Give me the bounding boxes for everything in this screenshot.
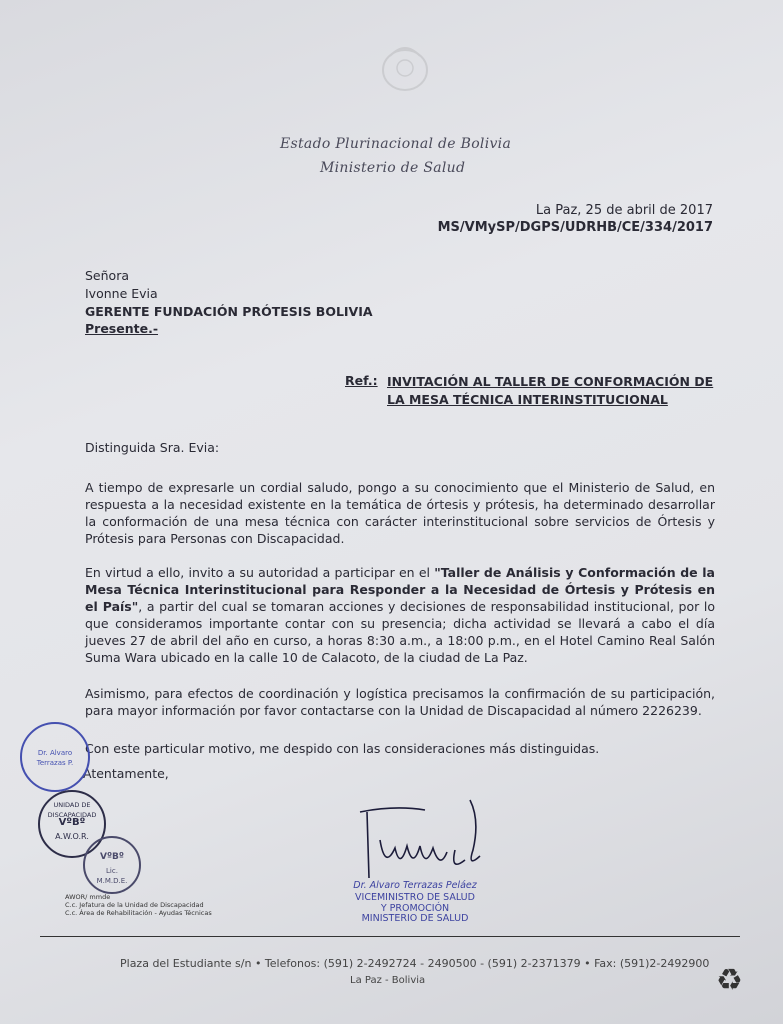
note-cc-2: C.c. Área de Rehabilitación - Ayudas Técnicas bbox=[65, 909, 212, 917]
workshop-title: "Taller de Análisis y Conformación de la Mesa Técnica Interinstitucional para Responder a la Necesidad de Órtesis y Prótesis en el País" bbox=[85, 565, 715, 614]
body-paragraph-3: Asimismo, para efectos de coordinación y logística precisamos la confirmación de su participación, para mayor información por favor contactarse con la Unidad de Discapacidad al número 2226239. bbox=[85, 686, 715, 718]
note-initials: AWOR/ mmde bbox=[65, 893, 111, 901]
reference-code: MS/VMySP/DGPS/UDRHB/CE/334/2017 bbox=[437, 220, 713, 235]
handwritten-signature bbox=[355, 790, 495, 880]
stamp-2-top-text: UNIDAD DE DISCAPACIDAD bbox=[47, 801, 97, 819]
recipient-position: GERENTE FUNDACIÓN PRÓTESIS BOLIVIA bbox=[85, 304, 373, 319]
signatory-name: Dr. Alvaro Terrazas Peláez bbox=[353, 880, 477, 891]
ref-subject: INVITACIÓN AL TALLER DE CONFORMACIÓN DE LA MESA TÉCNICA INTERINSTITUCIONAL bbox=[387, 374, 714, 407]
recipient-title: Señora bbox=[85, 268, 129, 283]
body-paragraph-1: A tiempo de expresarle un cordial saludo, pongo a su conocimiento que el Ministerio de Salud, en respuesta a la necesidad existente en la temática de órtesis y prótesis, ha determinado desarrollar la conformación de una mesa técnica con carácter interinstitucional sobre servicios de Órtesis y Prótesis para Personas con Discapacidad. bbox=[85, 480, 715, 546]
official-stamp-1 bbox=[20, 722, 90, 792]
recycle-icon: ♻ bbox=[716, 963, 743, 998]
paragraph-2-start: En virtud a ello, invito a su autoridad a participar en el bbox=[85, 565, 435, 580]
signatory-title-3: MINISTERIO DE SALUD bbox=[361, 913, 469, 924]
stamp-3-mid-text: VºBº bbox=[100, 852, 124, 862]
body-paragraph-4: Con este particular motivo, me despido con las consideraciones más distinguidas. bbox=[85, 741, 600, 756]
signatory-title-2: Y PROMOCIÓN bbox=[380, 903, 450, 914]
header-ministry-name: Ministerio de Salud bbox=[320, 160, 466, 176]
ref-label: Ref.: bbox=[345, 373, 378, 388]
recipient-presente: Presente.- bbox=[85, 321, 159, 336]
footer-address: Plaza del Estudiante s/n • Telefonos: (591) 2-2492724 - 2490500 - (591) 2-2371379 • Fax: (591)2-2492900 bbox=[120, 957, 710, 970]
stamp-3-bottom-text: Lic. M.M.D.E. bbox=[96, 867, 128, 885]
official-stamp-3 bbox=[83, 836, 141, 894]
stamp-1-text: Dr. Alvaro Terrazas P. bbox=[36, 749, 74, 767]
note-cc-1: C.c. Jefatura de la Unidad de Discapacidad bbox=[65, 901, 204, 909]
body-paragraph-2 bbox=[85, 564, 715, 666]
footer-divider bbox=[40, 936, 740, 937]
paragraph-2-end: , a partir del cual se tomaran acciones y decisiones de responsabilidad institucional, por lo que consideramos importante contar con su presencia; dicha actividad se llevará a cabo el día jueves 27 de abril del año en curso, a horas 8:30 a.m., a 18:00 p.m., en el Hotel Camino Real Salón Suma Wara ubicado en la calle 10 de Calacoto, de la ciudad de La Paz. bbox=[85, 599, 715, 665]
recipient-name: Ivonne Evia bbox=[85, 286, 158, 301]
coat-of-arms-emblem bbox=[370, 38, 440, 98]
letter-date: La Paz, 25 de abril de 2017 bbox=[535, 203, 713, 218]
footer-city: La Paz - Bolivia bbox=[350, 975, 426, 986]
header-state-name: Estado Plurinacional de Bolivia bbox=[280, 136, 512, 152]
salutation: Distinguida Sra. Evia: bbox=[85, 440, 220, 455]
signatory-title-1: VICEMINISTRO DE SALUD bbox=[355, 892, 475, 903]
stamp-2-mid-text: VºBº bbox=[58, 817, 86, 828]
stamp-2-bottom-text: A.W.O.R. bbox=[55, 832, 89, 841]
closing: Atentamente, bbox=[83, 766, 169, 781]
